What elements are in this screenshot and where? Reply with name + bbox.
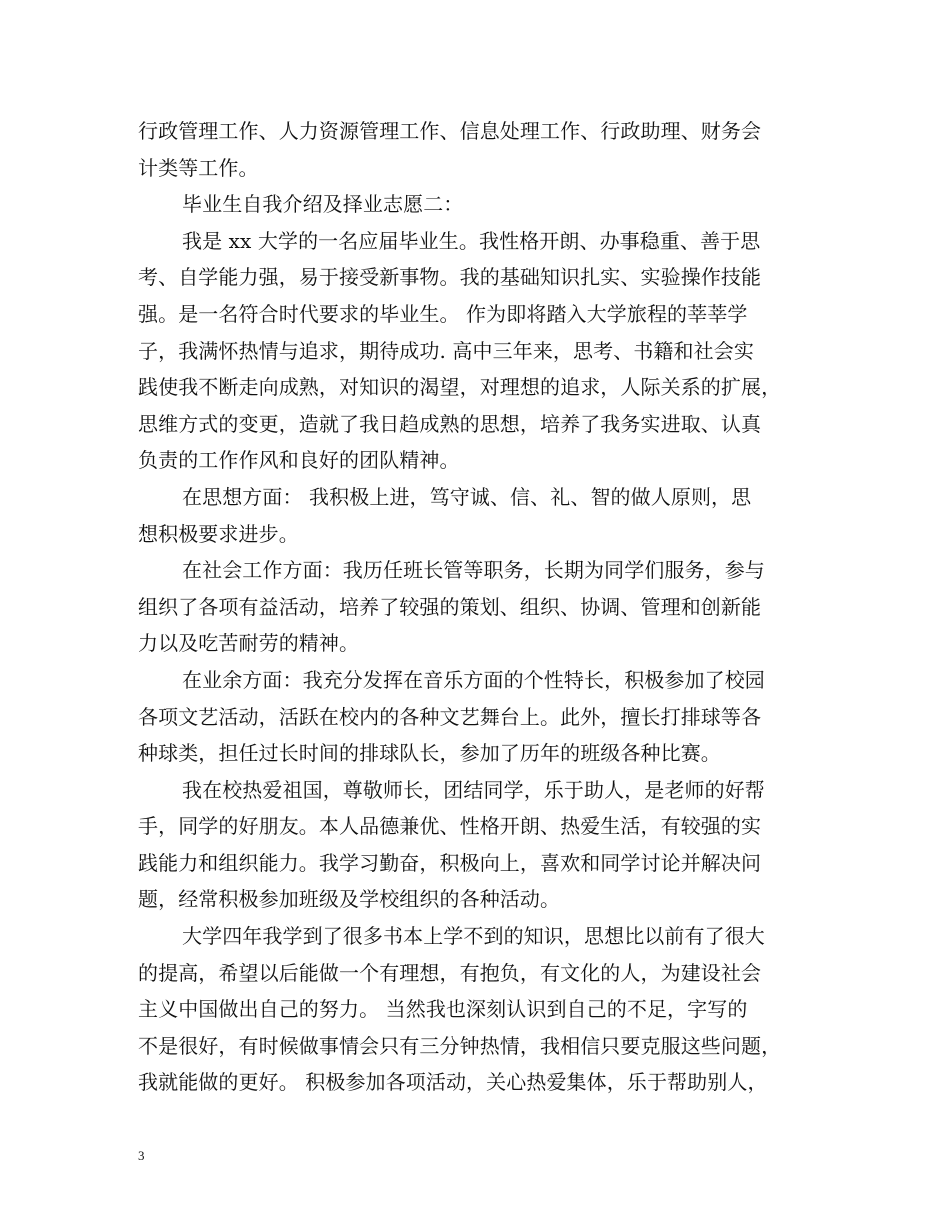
document-body [138,113,820,1101]
text-line: 强。是一名符合时代要求的毕业生。 作为即将踏入大学旅程的莘莘学 [138,301,748,326]
text-line: 我在校热爱祖国，尊敬师长，团结同学，乐于助人，是老师的好帮 [182,777,765,802]
text-line: 大学四年我学到了很多书本上学不到的知识，思想比以前有了很大 [182,924,765,949]
text-line: 想积极要求进步。 [138,521,299,546]
text-line: 践能力和组织能力。我学习勤奋，积极向上，喜欢和同学讨论并解决问 [138,850,762,875]
text-line: 在思想方面： 我积极上进，笃守诚、信、礼、智的做人原则，思 [182,484,752,509]
text-line: 我就能做的更好。 积极参加各项活动，关心热爱集体，乐于帮助别人， [138,1070,768,1095]
text-line: 各项文艺活动，活跃在校内的各种文艺舞台上。此外，擅长打排球等各 [138,704,762,729]
text-line: 负责的工作作风和良好的团队精神。 [138,448,460,473]
text-line: 子，我满怀热情与追求，期待成功. 高中三年来，思考、书籍和社会实 [138,338,754,363]
text-line: 种球类，担任过长时间的排球队长，参加了历年的班级各种比赛。 [138,741,721,766]
text-line: 力以及吃苦耐劳的精神。 [138,631,360,656]
text-line: 题，经常积极参加班级及学校组织的各种活动。 [138,887,561,912]
text-line: 行政管理工作、人力资源管理工作、信息处理工作、行政助理、财务会 [138,119,762,143]
text-line: 主义中国做出自己的努力。 当然我也深刻认识到自己的不足，字写的 [138,997,748,1022]
text-line: 的提高，希望以后能做一个有理想，有抱负，有文化的人，为建设社会 [138,960,762,985]
text-line: 不是很好，有时候做事情会只有三分钟热情，我相信只要克服这些问题， [138,1033,782,1058]
text-line: 考、自学能力强，易于接受新事物。我的基础知识扎实、实验操作技能 [138,265,762,290]
text-line: 计类等工作。 [138,155,259,180]
section-heading: 毕业生自我介绍及择业志愿二： [182,192,464,217]
text-line: 践使我不断走向成熟，对知识的渴望，对理想的追求，人际关系的扩展， [138,375,782,400]
text-line: 在社会工作方面：我历任班长管等职务，长期为同学们服务，参与 [182,558,765,583]
text-line: 我是 xx 大学的一名应届毕业生。我性格开朗、办事稳重、善于思 [182,228,761,253]
text-line: 手，同学的好朋友。本人品德兼优、性格开朗、热爱生活，有较强的实 [138,814,762,839]
page-number: 3 [138,1148,145,1163]
text-line: 组织了各项有益活动，培养了较强的策划、组织、协调、管理和创新能 [138,594,762,619]
text-line: 在业余方面：我充分发挥在音乐方面的个性特长，积极参加了校园 [182,667,765,692]
text-line: 思维方式的变更，造就了我日趋成熟的思想，培养了我务实进取、认真 [138,411,762,436]
